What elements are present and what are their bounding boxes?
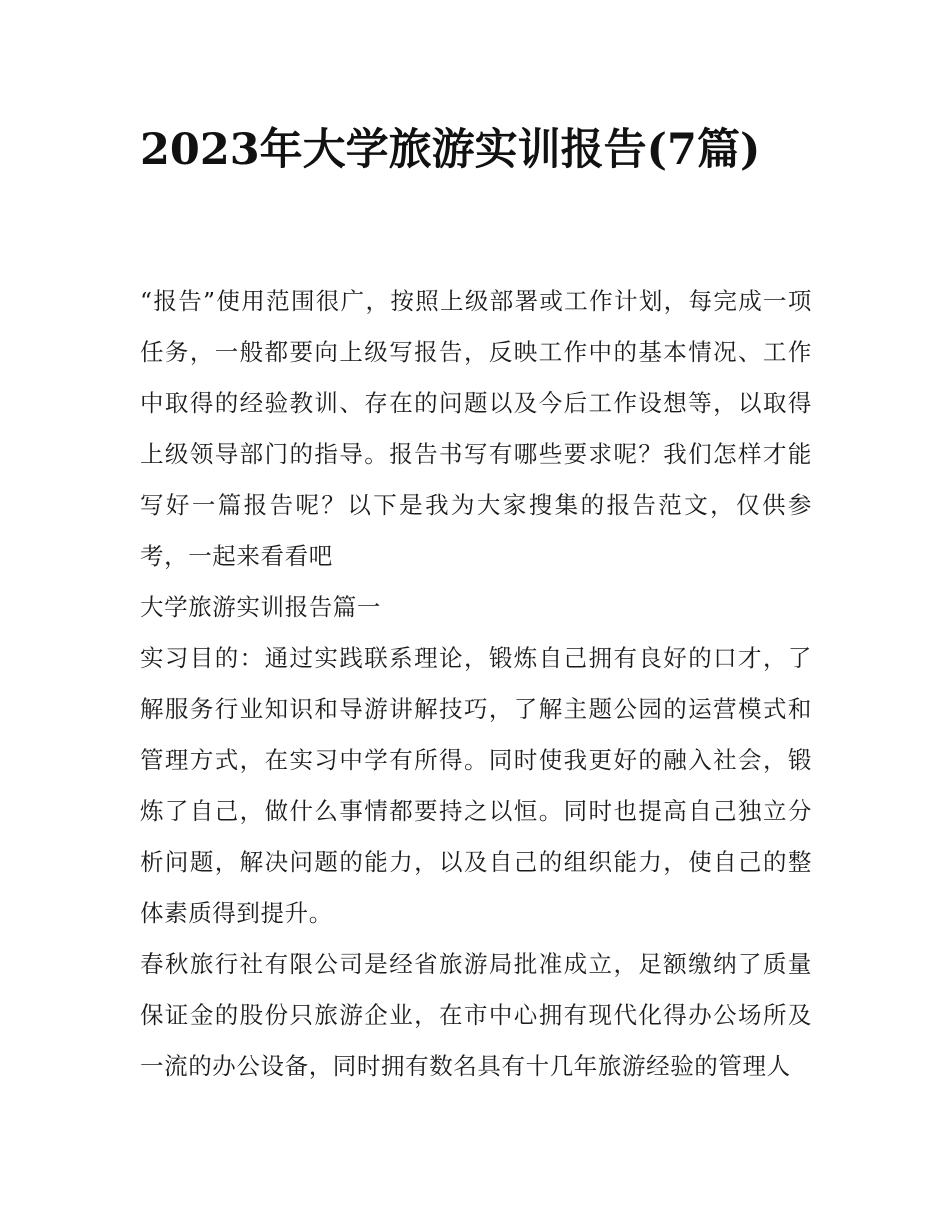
document-body: [140, 276, 812, 1092]
section-heading: 大学旅游实训报告篇一: [140, 593, 381, 621]
intro-paragraph: “报告”使用范围很广，按照上级部署或工作计划，每完成一项任务，一般都要向上级写报告，反映工作中的基本情况、工作中取得的经验教训、存在的问题以及今后工作设想等，以取得上级领导部门的指导。报告书写有哪些要求呢？我们怎样才能写好一篇报告呢？以下是我为大家搜集的报告范文，仅供参考，一起来看看吧: [140, 287, 812, 570]
body-paragraph-2: 春秋旅行社有限公司是经省旅游局批准成立，足额缴纳了质量保证金的股份只旅游企业，在市中心拥有现代化得办公场所及一流的办公设备，同时拥有数名具有十几年旅游经验的管理人: [140, 950, 812, 1080]
document-title: 2023年大学旅游实训报告(7篇): [140, 125, 761, 175]
body-paragraph-1: 实习目的：通过实践联系理论，锻炼自己拥有良好的口才，了解服务行业知识和导游讲解技巧，了解主题公园的运营模式和管理方式，在实习中学有所得。同时使我更好的融入社会，锻炼了自己，做什么事情都要持之以恒。同时也提高自己独立分析问题，解决问题的能力，以及自己的组织能力，使自己的整体素质得到提升。: [140, 644, 812, 927]
